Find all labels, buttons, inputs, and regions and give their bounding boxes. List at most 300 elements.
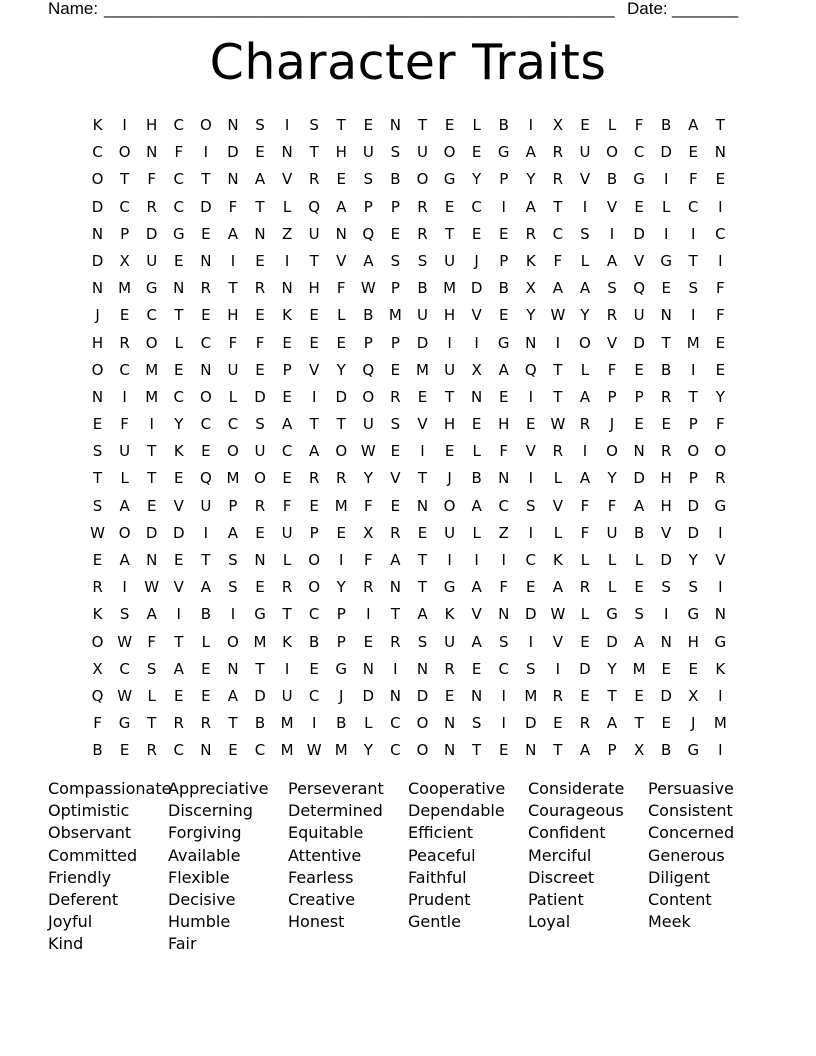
- grid-letter: O: [443, 496, 456, 515]
- grid-letter: N: [660, 306, 672, 325]
- grid-letter: Q: [91, 686, 104, 705]
- grid-letter: Q: [524, 360, 537, 379]
- grid-letter: F: [364, 496, 373, 515]
- grid-letter: D: [633, 469, 645, 488]
- grid-letter: B: [336, 714, 347, 733]
- grid-letter: E: [146, 496, 157, 515]
- grid-letter: E: [498, 224, 509, 243]
- grid-letter: A: [579, 741, 591, 760]
- grid-letter: J: [691, 714, 696, 733]
- grid-letter: N: [91, 387, 104, 406]
- grid-letter: K: [92, 605, 103, 624]
- grid-letter: I: [691, 306, 696, 325]
- grid-letter: N: [91, 224, 104, 243]
- grid-letter: D: [254, 686, 266, 705]
- grid-letter: E: [201, 306, 211, 325]
- grid-letter: O: [606, 143, 618, 162]
- grid-letter: T: [661, 333, 671, 352]
- grid-letter: T: [228, 714, 238, 733]
- grid-letter: I: [393, 659, 398, 678]
- grid-letter: T: [282, 605, 292, 624]
- grid-letter: A: [579, 279, 591, 298]
- grid-letter: E: [228, 741, 238, 760]
- grid-letter: C: [552, 224, 564, 243]
- grid-letter: M: [118, 279, 132, 298]
- grid-letter: N: [525, 741, 537, 760]
- grid-letter: E: [444, 116, 455, 134]
- grid-letter: M: [253, 632, 267, 651]
- grid-letter: I: [718, 578, 723, 597]
- name-label: Name:: [48, 0, 99, 18]
- grid-letter: W: [550, 415, 566, 434]
- grid-letter: P: [336, 632, 346, 651]
- grid-letter: S: [417, 251, 428, 270]
- grid-letter: R: [308, 469, 320, 488]
- grid-letter: G: [714, 496, 727, 515]
- grid-letter: T: [255, 197, 265, 216]
- grid-letter: N: [471, 387, 483, 406]
- grid-letter: R: [281, 578, 293, 597]
- grid-letter: K: [715, 659, 726, 678]
- grid-letter: X: [119, 251, 130, 270]
- grid-letter: I: [176, 605, 181, 624]
- grid-letter: L: [580, 360, 590, 379]
- grid-letter: I: [447, 551, 452, 569]
- grid-letter: E: [92, 551, 103, 569]
- grid-letter: W: [117, 632, 133, 651]
- grid-letter: B: [309, 632, 320, 651]
- grid-letter: C: [308, 605, 320, 624]
- grid-letter: R: [390, 632, 401, 651]
- word-list-item: Committed: [48, 845, 138, 865]
- grid-letter: H: [146, 116, 158, 134]
- grid-letter: S: [498, 632, 509, 651]
- grid-letter: P: [499, 251, 509, 270]
- grid-letter: C: [200, 333, 212, 352]
- grid-letter: P: [688, 469, 698, 488]
- grid-letter: K: [92, 116, 103, 134]
- grid-letter: K: [282, 632, 292, 651]
- grid-letter: F: [228, 333, 238, 352]
- grid-row: [84, 221, 734, 248]
- grid-letter: E: [336, 333, 346, 352]
- grid-letter: X: [92, 659, 103, 678]
- grid-letter: X: [525, 279, 536, 298]
- grid-letter: E: [201, 224, 211, 243]
- grid-letter: A: [498, 360, 509, 379]
- grid-letter: I: [691, 360, 696, 379]
- grid-row: [84, 330, 734, 357]
- grid-row: [84, 601, 734, 628]
- grid-letter: A: [552, 279, 563, 298]
- grid-letter: T: [553, 197, 563, 216]
- grid-letter: R: [146, 197, 157, 216]
- grid-letter: A: [606, 251, 618, 270]
- grid-letter: C: [390, 714, 401, 733]
- grid-letter: E: [309, 496, 319, 515]
- grid-letter: O: [606, 442, 618, 461]
- grid-letter: D: [145, 523, 158, 542]
- grid-letter: T: [688, 251, 698, 270]
- grid-letter: U: [281, 686, 293, 705]
- word-list-item: Courageous: [528, 801, 624, 821]
- grid-letter: M: [632, 659, 646, 678]
- grid-letter: T: [147, 469, 157, 488]
- grid-letter: I: [501, 686, 506, 705]
- grid-letter: T: [92, 469, 103, 488]
- grid-letter: C: [498, 659, 509, 678]
- grid-letter: L: [607, 551, 617, 569]
- word-list-item: Friendly: [48, 867, 112, 887]
- grid-letter: U: [416, 306, 428, 325]
- grid-letter: H: [498, 415, 510, 434]
- grid-letter: V: [336, 251, 347, 270]
- grid-letter: M: [145, 360, 159, 379]
- grid-letter: O: [118, 523, 131, 542]
- grid-letter: A: [579, 387, 591, 406]
- grid-letter: S: [255, 415, 265, 434]
- grid-letter: J: [339, 686, 344, 705]
- grid-letter: C: [119, 659, 130, 678]
- grid-letter: F: [147, 632, 157, 651]
- grid-letter: D: [91, 197, 104, 216]
- grid-letter: P: [688, 415, 698, 434]
- grid-letter: B: [606, 170, 618, 189]
- grid-letter: A: [146, 605, 157, 624]
- grid-letter: D: [335, 387, 348, 406]
- grid-letter: E: [119, 741, 130, 760]
- grid-row: [84, 547, 734, 574]
- grid-letter: N: [227, 116, 239, 134]
- grid-letter: B: [498, 116, 509, 134]
- date-blank-line: _______: [672, 0, 739, 18]
- grid-row: [84, 465, 734, 492]
- grid-letter: G: [118, 714, 131, 733]
- grid-letter: H: [335, 143, 347, 162]
- grid-letter: W: [360, 279, 376, 298]
- grid-letter: I: [339, 551, 344, 569]
- grid-letter: P: [309, 523, 319, 542]
- grid-letter: I: [663, 170, 669, 189]
- grid-letter: P: [390, 279, 400, 298]
- grid-letter: I: [718, 197, 723, 216]
- grid-letter: X: [688, 686, 699, 705]
- grid-letter: V: [552, 632, 563, 651]
- grid-letter: E: [174, 469, 184, 488]
- grid-row: [84, 275, 734, 302]
- grid-letter: N: [227, 659, 239, 678]
- grid-letter: W: [550, 605, 566, 624]
- grid-letter: Y: [363, 741, 373, 760]
- grid-row: [84, 710, 734, 737]
- name-blank-line: ______________________________________________________: [104, 0, 615, 18]
- grid-letter: F: [120, 415, 129, 434]
- word-list-item: Optimistic: [48, 801, 130, 821]
- grid-letter: I: [447, 333, 452, 352]
- date-label: Date:: [627, 0, 668, 18]
- grid-letter: E: [498, 306, 509, 325]
- grid-row: [84, 574, 734, 601]
- grid-letter: F: [553, 251, 563, 270]
- grid-letter: R: [660, 387, 672, 406]
- grid-letter: I: [474, 333, 479, 352]
- grid-letter: B: [498, 279, 509, 298]
- word-list-item: Perseverant: [288, 779, 384, 798]
- grid-letter: Q: [199, 469, 212, 488]
- word-list: [48, 778, 768, 956]
- grid-letter: F: [364, 551, 373, 569]
- grid-letter: A: [363, 251, 374, 270]
- word-list-item: Considerate: [528, 779, 625, 798]
- grid-letter: T: [553, 741, 563, 760]
- grid-row: [84, 139, 734, 166]
- grid-letter: L: [228, 387, 238, 406]
- grid-letter: I: [122, 578, 127, 597]
- grid-letter: I: [230, 605, 236, 624]
- grid-letter: C: [173, 116, 185, 134]
- grid-letter: S: [363, 170, 374, 189]
- word-list-item: Loyal: [528, 912, 571, 932]
- grid-row: [84, 683, 734, 710]
- grid-letter: L: [282, 197, 292, 216]
- grid-letter: I: [230, 251, 236, 270]
- word-list-item: Compassionate: [48, 779, 172, 798]
- grid-letter: R: [606, 306, 618, 325]
- grid-letter: N: [91, 279, 104, 298]
- grid-letter: C: [498, 496, 509, 515]
- grid-letter: B: [471, 469, 482, 488]
- grid-letter: H: [660, 496, 672, 515]
- word-list-item: Discreet: [528, 867, 595, 887]
- grid-letter: Y: [472, 170, 482, 189]
- grid-letter: R: [417, 197, 428, 216]
- grid-letter: O: [416, 170, 429, 189]
- grid-letter: S: [580, 224, 590, 243]
- grid-letter: M: [388, 306, 402, 325]
- grid-letter: E: [282, 333, 292, 352]
- grid-letter: O: [91, 632, 104, 651]
- grid-letter: M: [524, 686, 538, 705]
- grid-letter: V: [606, 333, 618, 352]
- grid-letter: Y: [607, 659, 617, 678]
- grid-letter: D: [687, 496, 700, 515]
- grid-letter: I: [284, 251, 290, 270]
- grid-letter: R: [92, 578, 103, 597]
- grid-letter: I: [501, 551, 506, 569]
- grid-row: [84, 493, 734, 520]
- grid-letter: E: [255, 360, 265, 379]
- grid-letter: E: [498, 387, 509, 406]
- grid-letter: R: [390, 523, 401, 542]
- grid-letter: K: [282, 306, 292, 325]
- grid-letter: K: [552, 551, 563, 569]
- grid-letter: G: [443, 170, 456, 189]
- grid-letter: F: [580, 496, 590, 515]
- grid-letter: I: [691, 224, 696, 243]
- grid-letter: A: [227, 686, 239, 705]
- grid-letter: A: [471, 632, 482, 651]
- grid-letter: T: [417, 469, 428, 488]
- grid-letter: E: [661, 659, 671, 678]
- grid-letter: R: [363, 578, 374, 597]
- grid-letter: J: [474, 251, 479, 270]
- grid-letter: F: [688, 170, 698, 189]
- grid-letter: U: [308, 224, 320, 243]
- grid-letter: E: [255, 143, 265, 162]
- grid-letter: O: [227, 632, 239, 651]
- grid-letter: T: [228, 279, 238, 298]
- grid-letter: E: [471, 143, 482, 162]
- grid-letter: H: [308, 279, 320, 298]
- grid-letter: A: [200, 578, 211, 597]
- grid-letter: T: [444, 387, 455, 406]
- grid-letter: O: [416, 714, 429, 733]
- grid-letter: T: [309, 415, 319, 434]
- grid-letter: S: [688, 578, 699, 597]
- grid-letter: B: [363, 306, 374, 325]
- grid-letter: R: [525, 224, 536, 243]
- grid-letter: I: [501, 197, 506, 216]
- grid-letter: J: [95, 306, 100, 325]
- grid-letter: E: [634, 578, 644, 597]
- grid-letter: O: [308, 578, 321, 597]
- grid-letter: N: [335, 224, 347, 243]
- grid-letter: G: [172, 224, 185, 243]
- word-list-item: Dependable: [408, 801, 505, 821]
- grid-letter: J: [447, 469, 452, 488]
- grid-letter: Q: [362, 360, 375, 379]
- grid-letter: F: [634, 116, 644, 134]
- grid-letter: F: [228, 197, 238, 216]
- grid-letter: C: [471, 197, 482, 216]
- grid-letter: U: [281, 523, 293, 542]
- grid-letter: X: [552, 116, 563, 134]
- grid-letter: W: [550, 306, 566, 325]
- grid-letter: W: [360, 442, 376, 461]
- grid-letter: A: [471, 578, 482, 597]
- grid-letter: E: [634, 415, 644, 434]
- grid-letter: Y: [607, 469, 617, 488]
- grid-letter: A: [119, 496, 130, 515]
- grid-letter: L: [580, 251, 590, 270]
- word-list-item: Merciful: [528, 845, 592, 865]
- grid-letter: E: [336, 170, 346, 189]
- word-list-item: Determined: [288, 801, 383, 821]
- grid-letter: F: [336, 279, 346, 298]
- grid-letter: G: [687, 741, 700, 760]
- grid-letter: P: [363, 333, 373, 352]
- grid-letter: R: [254, 496, 266, 515]
- grid-letter: S: [146, 659, 157, 678]
- grid-letter: D: [172, 523, 185, 542]
- grid-letter: H: [660, 469, 672, 488]
- grid-letter: E: [634, 686, 644, 705]
- grid-letter: D: [633, 333, 645, 352]
- grid-letter: O: [118, 143, 131, 162]
- word-list-item: Persuasive: [648, 779, 734, 798]
- grid-letter: L: [607, 578, 617, 597]
- grid-letter: P: [282, 360, 292, 379]
- grid-letter: R: [119, 333, 130, 352]
- word-list-item: Prudent: [408, 889, 471, 909]
- grid-letter: I: [474, 551, 479, 569]
- grid-letter: E: [444, 442, 455, 461]
- grid-letter: Y: [580, 306, 590, 325]
- grid-letter: D: [362, 686, 375, 705]
- grid-letter: Y: [715, 387, 725, 406]
- grid-letter: V: [552, 496, 563, 515]
- grid-letter: M: [334, 741, 348, 760]
- word-list-item: Meek: [648, 912, 691, 932]
- grid-letter: L: [337, 306, 346, 325]
- grid-letter: C: [688, 197, 699, 216]
- grid-letter: Z: [498, 523, 509, 542]
- grid-letter: P: [607, 387, 617, 406]
- grid-letter: U: [606, 523, 618, 542]
- grid-letter: N: [254, 224, 266, 243]
- grid-letter: A: [254, 170, 266, 189]
- grid-letter: D: [416, 333, 429, 352]
- grid-letter: I: [284, 659, 290, 678]
- grid-letter: O: [254, 469, 266, 488]
- grid-letter: Y: [688, 551, 698, 569]
- grid-letter: B: [633, 523, 645, 542]
- grid-letter: K: [173, 442, 184, 461]
- grid-letter: N: [389, 116, 402, 134]
- grid-letter: A: [336, 197, 347, 216]
- grid-letter: R: [552, 442, 564, 461]
- grid-letter: N: [714, 143, 726, 162]
- grid-letter: G: [497, 143, 510, 162]
- grid-letter: T: [417, 551, 428, 569]
- grid-letter: I: [203, 143, 209, 162]
- grid-letter: C: [390, 741, 401, 760]
- grid-letter: G: [606, 605, 618, 624]
- grid-letter: N: [416, 496, 429, 515]
- grid-row: [84, 656, 734, 683]
- grid-letter: O: [335, 442, 348, 461]
- grid-letter: A: [281, 415, 293, 434]
- grid-letter: R: [444, 659, 455, 678]
- grid-letter: I: [284, 116, 290, 134]
- grid-letter: R: [579, 578, 591, 597]
- grid-letter: R: [308, 170, 320, 189]
- grid-letter: E: [255, 578, 265, 597]
- grid-letter: F: [716, 279, 725, 298]
- grid-letter: L: [120, 469, 129, 488]
- grid-letter: N: [525, 333, 537, 352]
- grid-row: [84, 194, 734, 221]
- grid-letter: D: [660, 686, 672, 705]
- grid-letter: M: [280, 714, 294, 733]
- grid-letter: H: [443, 306, 456, 325]
- grid-letter: L: [364, 714, 373, 733]
- grid-letter: E: [363, 632, 374, 651]
- grid-letter: F: [499, 578, 509, 597]
- grid-letter: M: [226, 469, 240, 488]
- grid-letter: O: [145, 333, 158, 352]
- grid-letter: A: [688, 116, 699, 134]
- grid-letter: L: [634, 551, 644, 569]
- grid-letter: I: [420, 442, 425, 461]
- grid-letter: F: [147, 170, 157, 189]
- grid-letter: E: [553, 714, 563, 733]
- grid-letter: N: [633, 442, 645, 461]
- grid-letter: S: [661, 578, 671, 597]
- grid-letter: V: [173, 578, 184, 597]
- grid-letter: T: [715, 116, 725, 134]
- grid-letter: A: [579, 469, 591, 488]
